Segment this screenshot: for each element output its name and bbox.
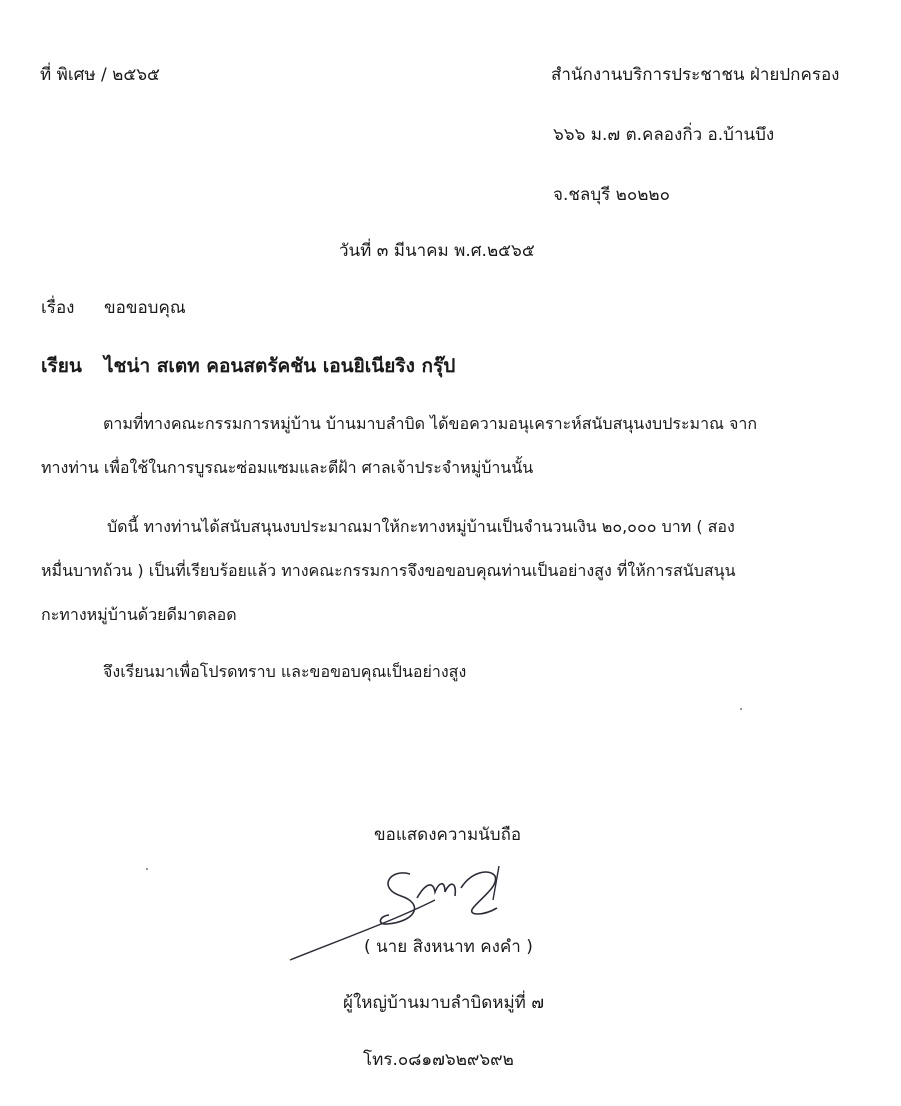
- recipient-name: ไชน่า สเตท คอนสตรัคชัน เอนยิเนียริง กรุ๊ป: [104, 355, 456, 377]
- sender-address-line-1: สำนักงานบริการประชาชน ฝ่ายปกครอง: [551, 65, 840, 85]
- scan-speck: [146, 868, 148, 870]
- sender-address-line-2: ๖๖๖ ม.๗ ต.คลองกิ่ว อ.บ้านบึง: [553, 125, 775, 145]
- signatory-phone: โทร.๐๘๑๗๖๒๙๖๙๒: [363, 1050, 514, 1070]
- recipient-label: เรียน: [41, 355, 82, 377]
- subject-label: เรื่อง: [41, 298, 75, 318]
- letter-date: วันที่ ๓ มีนาคม พ.ศ.๒๕๖๕: [339, 241, 535, 261]
- signature-salutation: ขอแสดงความนับถือ: [374, 825, 522, 845]
- paragraph-2-line-1: บัดนี้ ทางท่านได้สนับสนุนงบประมาณมาให้กะทางหมู่บ้านเป็นจำนวนเงิน ๒๐,๐๐๐ บาท ( สอง: [107, 517, 735, 536]
- subject-value: ขอขอบคุณ: [104, 298, 186, 318]
- paragraph-2-line-2: หมื่นบาทถ้วน ) เป็นที่เรียบร้อยแล้ว ทางคณะกรรมการจึงขอขอบคุณท่านเป็นอย่างสูง ที่ให้การสนับสนุน: [41, 561, 736, 580]
- scan-speck: [740, 708, 742, 710]
- paragraph-1-line-1: ตามที่ทางคณะกรรมการหมู่บ้าน บ้านมาบลำบิด ได้ขอความอนุเคราะห์สนับสนุนงบประมาณ จาก: [103, 414, 758, 433]
- signatory-name: ( นาย สิงหนาท คงคำ ): [364, 937, 533, 957]
- reference-number: ที่ พิเศษ / ๒๕๖๕: [40, 65, 160, 85]
- sender-address-line-3: จ.ชลบุรี ๒๐๒๒๐: [553, 185, 671, 205]
- closing-line: จึงเรียนมาเพื่อโปรดทราบ และขอขอบคุณเป็นอย่างสูง: [103, 662, 467, 681]
- signatory-position: ผู้ใหญ่บ้านมาบลำบิดหมู่ที่ ๗: [343, 993, 545, 1013]
- paragraph-2-line-3: กะทางหมู่บ้านด้วยดีมาตลอด: [41, 605, 237, 624]
- paragraph-1-line-2: ทางท่าน เพื่อใช้ในการบูรณะซ่อมแซมและตีฝ้า ศาลเจ้าประจำหมู่บ้านนั้น: [41, 458, 534, 477]
